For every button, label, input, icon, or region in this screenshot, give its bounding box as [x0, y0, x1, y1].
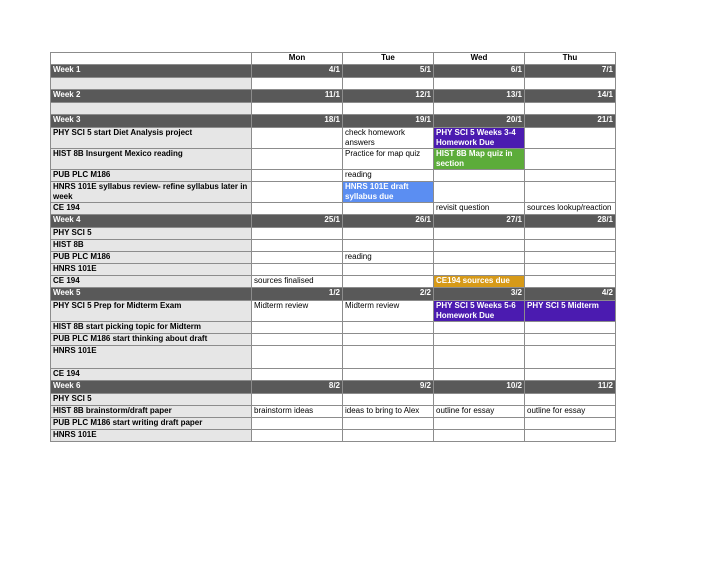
date-cell[interactable]: 4/2: [525, 288, 616, 301]
task-cell[interactable]: [434, 264, 525, 276]
date-cell[interactable]: 19/1: [343, 115, 434, 128]
task-cell[interactable]: [525, 369, 616, 381]
task-cell[interactable]: [252, 264, 343, 276]
task-cell[interactable]: reading: [343, 170, 434, 182]
course-label[interactable]: PUB PLC M186: [51, 252, 252, 264]
date-cell[interactable]: 18/1: [252, 115, 343, 128]
date-cell[interactable]: 26/1: [343, 215, 434, 228]
task-cell[interactable]: [525, 264, 616, 276]
date-cell[interactable]: 8/2: [252, 381, 343, 394]
table-row: [51, 406, 616, 418]
task-cell[interactable]: [525, 228, 616, 240]
task-cell[interactable]: [434, 334, 525, 346]
task-cell[interactable]: [434, 394, 525, 406]
header-cell: Mon: [252, 53, 343, 65]
task-cell[interactable]: [525, 128, 616, 149]
date-cell[interactable]: 11/2: [525, 381, 616, 394]
table-row: [51, 170, 616, 182]
course-label[interactable]: CE 194: [51, 276, 252, 288]
task-cell[interactable]: Midterm review: [252, 301, 343, 322]
task-cell[interactable]: [525, 252, 616, 264]
week-header-row: [51, 381, 616, 394]
task-cell[interactable]: [252, 346, 343, 369]
task-cell[interactable]: [343, 394, 434, 406]
table-row: [51, 301, 616, 322]
header-cell: [51, 53, 252, 65]
task-cell[interactable]: [252, 369, 343, 381]
task-cell[interactable]: [343, 346, 434, 369]
table-row: [51, 182, 616, 203]
date-cell[interactable]: 20/1: [434, 115, 525, 128]
table-row: [51, 334, 616, 346]
date-cell[interactable]: 10/2: [434, 381, 525, 394]
course-label[interactable]: PHY SCI 5: [51, 394, 252, 406]
week-label[interactable]: Week 6: [51, 381, 252, 394]
course-label[interactable]: HIST 8B Insurgent Mexico reading: [51, 149, 252, 170]
course-label[interactable]: CE 194: [51, 203, 252, 215]
date-cell[interactable]: 3/2: [434, 288, 525, 301]
date-cell[interactable]: 5/1: [343, 65, 434, 78]
week-label[interactable]: Week 1: [51, 65, 252, 78]
task-cell[interactable]: [252, 252, 343, 264]
task-cell[interactable]: [525, 418, 616, 430]
table-row: [51, 369, 616, 381]
task-cell[interactable]: [434, 240, 525, 252]
week-header-row: [51, 65, 616, 78]
task-cell[interactable]: [525, 430, 616, 442]
task-cell[interactable]: [343, 228, 434, 240]
header-cell: Thu: [525, 53, 616, 65]
course-label[interactable]: PHY SCI 5 start Diet Analysis project: [51, 128, 252, 149]
task-cell[interactable]: [525, 346, 616, 369]
task-cell[interactable]: [434, 418, 525, 430]
task-cell[interactable]: [252, 322, 343, 334]
task-cell[interactable]: [434, 78, 525, 90]
week-header-row: [51, 115, 616, 128]
date-cell[interactable]: 4/1: [252, 65, 343, 78]
task-cell[interactable]: [525, 182, 616, 203]
course-label[interactable]: HNRS 101E: [51, 346, 252, 369]
task-cell[interactable]: [252, 418, 343, 430]
course-label[interactable]: HIST 8B start picking topic for Midterm: [51, 322, 252, 334]
task-cell[interactable]: [343, 276, 434, 288]
task-cell[interactable]: check homework answers: [343, 128, 434, 149]
date-cell[interactable]: 28/1: [525, 215, 616, 228]
week-label[interactable]: Week 2: [51, 90, 252, 103]
task-cell[interactable]: Practice for map quiz: [343, 149, 434, 170]
task-cell[interactable]: [343, 334, 434, 346]
course-label[interactable]: PUB PLC M186: [51, 170, 252, 182]
header-cell: Tue: [343, 53, 434, 65]
task-cell[interactable]: [252, 203, 343, 215]
task-cell[interactable]: CE194 sources due: [434, 276, 525, 288]
task-cell[interactable]: HIST 8B Map quiz in section: [434, 149, 525, 170]
course-label[interactable]: HNRS 101E: [51, 264, 252, 276]
course-label[interactable]: [51, 103, 252, 115]
table-row: [51, 430, 616, 442]
week-label[interactable]: Week 5: [51, 288, 252, 301]
week-label[interactable]: Week 4: [51, 215, 252, 228]
table-row: [51, 128, 616, 149]
course-label[interactable]: HNRS 101E syllabus review- refine syllabus later in week: [51, 182, 252, 203]
week-header-row: [51, 90, 616, 103]
date-cell[interactable]: 11/1: [252, 90, 343, 103]
task-cell[interactable]: [525, 322, 616, 334]
table-row: [51, 276, 616, 288]
task-cell[interactable]: [343, 240, 434, 252]
table-row: [51, 346, 616, 369]
date-cell[interactable]: 13/1: [434, 90, 525, 103]
task-cell[interactable]: [525, 103, 616, 115]
task-cell[interactable]: [434, 103, 525, 115]
task-cell[interactable]: [252, 228, 343, 240]
date-cell[interactable]: 14/1: [525, 90, 616, 103]
task-cell[interactable]: [525, 170, 616, 182]
task-cell[interactable]: [343, 369, 434, 381]
task-cell[interactable]: [525, 240, 616, 252]
task-cell[interactable]: [343, 103, 434, 115]
course-label[interactable]: HIST 8B: [51, 240, 252, 252]
task-cell[interactable]: [525, 149, 616, 170]
task-cell[interactable]: [252, 430, 343, 442]
course-label[interactable]: PHY SCI 5: [51, 228, 252, 240]
table-row: [51, 203, 616, 215]
schedule-body: [51, 65, 616, 442]
task-cell[interactable]: [343, 430, 434, 442]
course-label[interactable]: CE 194: [51, 369, 252, 381]
task-cell[interactable]: PHY SCI 5 Weeks 3-4 Homework Due: [434, 128, 525, 149]
table-row: [51, 240, 616, 252]
task-cell[interactable]: brainstorm ideas: [252, 406, 343, 418]
course-label[interactable]: HIST 8B brainstorm/draft paper: [51, 406, 252, 418]
table-row: [51, 418, 616, 430]
task-cell[interactable]: [252, 170, 343, 182]
course-label[interactable]: PHY SCI 5 Prep for Midterm Exam: [51, 301, 252, 322]
task-cell[interactable]: PHY SCI 5 Weeks 5-6 Homework Due: [434, 301, 525, 322]
task-cell[interactable]: revisit question: [434, 203, 525, 215]
task-cell[interactable]: PHY SCI 5 Midterm: [525, 301, 616, 322]
date-cell[interactable]: 21/1: [525, 115, 616, 128]
task-cell[interactable]: [252, 78, 343, 90]
table-row: [51, 149, 616, 170]
task-cell[interactable]: [343, 78, 434, 90]
task-cell[interactable]: [525, 394, 616, 406]
task-cell[interactable]: sources lookup/reaction: [525, 203, 616, 215]
task-cell[interactable]: [434, 322, 525, 334]
date-cell[interactable]: 27/1: [434, 215, 525, 228]
date-cell[interactable]: 9/2: [343, 381, 434, 394]
date-cell[interactable]: 25/1: [252, 215, 343, 228]
task-cell[interactable]: [252, 182, 343, 203]
course-label[interactable]: PUB PLC M186 start writing draft paper: [51, 418, 252, 430]
table-row: [51, 264, 616, 276]
table-row: [51, 322, 616, 334]
date-cell[interactable]: 1/2: [252, 288, 343, 301]
task-cell[interactable]: HNRS 101E draft syllabus due: [343, 182, 434, 203]
task-cell[interactable]: [343, 322, 434, 334]
task-cell[interactable]: [434, 182, 525, 203]
task-cell[interactable]: ideas to bring to Alex: [343, 406, 434, 418]
table-row: [51, 78, 616, 90]
task-cell[interactable]: [252, 103, 343, 115]
task-cell[interactable]: Midterm review: [343, 301, 434, 322]
task-cell[interactable]: sources finalised: [252, 276, 343, 288]
task-cell[interactable]: [434, 430, 525, 442]
task-cell[interactable]: [343, 418, 434, 430]
table-row: [51, 252, 616, 264]
task-cell[interactable]: outline for essay: [434, 406, 525, 418]
course-label[interactable]: PUB PLC M186 start thinking about draft: [51, 334, 252, 346]
task-cell[interactable]: reading: [343, 252, 434, 264]
week-label[interactable]: Week 3: [51, 115, 252, 128]
task-cell[interactable]: [252, 394, 343, 406]
task-cell[interactable]: [343, 264, 434, 276]
date-cell[interactable]: 6/1: [434, 65, 525, 78]
task-cell[interactable]: [525, 334, 616, 346]
week-header-row: [51, 215, 616, 228]
task-cell[interactable]: [343, 203, 434, 215]
table-row: [51, 228, 616, 240]
task-cell[interactable]: [434, 252, 525, 264]
task-cell[interactable]: outline for essay: [525, 406, 616, 418]
header-row: [51, 53, 616, 65]
schedule-table: [50, 52, 616, 442]
task-cell[interactable]: [525, 276, 616, 288]
table-row: [51, 103, 616, 115]
task-cell[interactable]: [434, 346, 525, 369]
task-cell[interactable]: [434, 369, 525, 381]
task-cell[interactable]: [525, 78, 616, 90]
header-cell: Wed: [434, 53, 525, 65]
task-cell[interactable]: [434, 228, 525, 240]
task-cell[interactable]: [252, 240, 343, 252]
week-header-row: [51, 288, 616, 301]
course-label[interactable]: HNRS 101E: [51, 430, 252, 442]
task-cell[interactable]: [252, 149, 343, 170]
task-cell[interactable]: [252, 128, 343, 149]
date-cell[interactable]: 12/1: [343, 90, 434, 103]
date-cell[interactable]: 7/1: [525, 65, 616, 78]
task-cell[interactable]: [434, 170, 525, 182]
table-row: [51, 394, 616, 406]
date-cell[interactable]: 2/2: [343, 288, 434, 301]
course-label[interactable]: [51, 78, 252, 90]
task-cell[interactable]: [252, 334, 343, 346]
